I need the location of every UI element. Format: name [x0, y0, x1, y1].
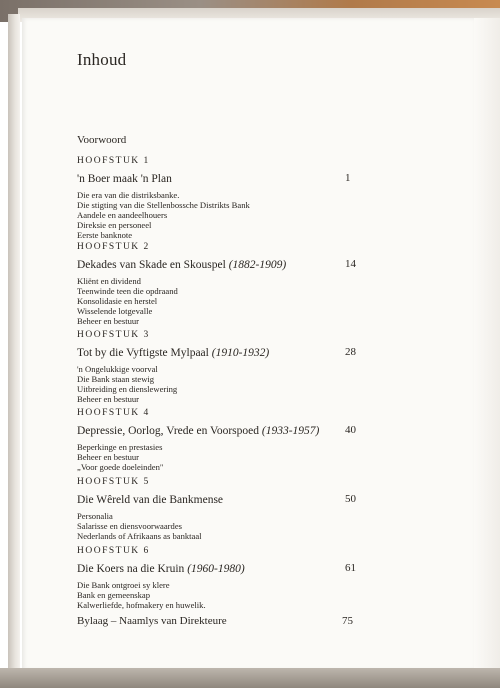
chapter-title: Depressie, Oorlog, Vrede en Voorspoed — [77, 425, 259, 437]
section-item: „Voor goede doeleinden" — [77, 462, 164, 472]
section-item: Die stigting van die Stellenbossche Distrikts Bank — [77, 200, 250, 210]
chapter-title-line — [77, 172, 352, 186]
section-item: Direksie en personeel — [77, 220, 152, 230]
chapter-block — [77, 242, 356, 326]
chapter-years: (1960-1980) — [187, 563, 245, 575]
section-list — [77, 190, 352, 240]
scan-bottom-edge — [0, 668, 500, 688]
chapter-years: (1882-1909) — [228, 259, 287, 271]
chapter-title-line — [77, 346, 352, 360]
chapter-label: HOOFSTUK 6 — [77, 546, 150, 556]
chapter-block — [77, 156, 352, 240]
chapter-block — [77, 330, 356, 404]
book-spine-edge — [8, 14, 20, 670]
chapter-title: Die Koers na die Kruin — [77, 563, 185, 575]
section-list — [77, 442, 352, 472]
chapter-page-number: 40 — [345, 424, 356, 436]
section-item: Aandele en aandeelhouers — [77, 210, 168, 220]
section-item: Kalwerliefde, hofmakery en huwelik. — [77, 600, 206, 610]
section-item: Beheer en bestuur — [77, 452, 140, 462]
chapter-title-line — [77, 493, 352, 507]
section-item: Kliënt en dividend — [77, 276, 141, 286]
section-item: Die era van die distriksbanke. — [77, 190, 180, 200]
section-list — [77, 364, 352, 404]
chapter-title-line — [77, 258, 352, 272]
section-list — [77, 580, 352, 610]
chapter-label: HOOFSTUK 3 — [77, 330, 150, 340]
chapter-title-line — [77, 562, 352, 576]
section-item: Bank en gemeenskap — [77, 590, 151, 600]
section-item: Beperkinge en prestasies — [77, 442, 163, 452]
section-item: Salarisse en diensvoorwaardes — [77, 521, 183, 531]
chapter-years: (1933-1957) — [261, 425, 320, 437]
chapter-page-number: 50 — [345, 493, 356, 505]
section-item: Die Bank ontgroei sy klere — [77, 580, 170, 590]
chapter-years: (1910-1932) — [211, 347, 270, 359]
chapter-block — [77, 546, 356, 610]
chapter-page-number: 14 — [345, 258, 356, 270]
appendix-page: 75 — [342, 615, 353, 627]
chapter-title: Dekades van Skade en Skouspel — [77, 259, 226, 271]
chapter-label: HOOFSTUK 2 — [77, 242, 150, 252]
chapter-page-number: 61 — [345, 562, 356, 574]
chapter-title: Die Wêreld van die Bankmense — [77, 494, 224, 506]
page-title: Inhoud — [77, 50, 127, 69]
section-item: Beheer en bestuur — [77, 394, 140, 404]
chapter-block — [77, 408, 356, 472]
foreword-entry: Voorwoord — [77, 134, 127, 146]
section-item: Beheer en bestuur — [77, 316, 140, 326]
section-list — [77, 276, 352, 326]
appendix-title: Bylaag – Naamlys van Direkteure — [77, 615, 227, 627]
section-item: Uitbreiding en dienslewering — [77, 384, 178, 394]
section-item: Eerste banknote — [77, 230, 133, 240]
chapter-label: HOOFSTUK 5 — [77, 477, 150, 487]
chapter-title: Tot by die Vyftigste Mylpaal — [77, 347, 209, 359]
chapter-label: HOOFSTUK 4 — [77, 408, 150, 418]
chapter-label: HOOFSTUK 1 — [77, 156, 150, 166]
chapter-page-number: 28 — [345, 346, 356, 358]
section-item: Personalia — [77, 511, 113, 521]
section-item: Wisselende lotgevalle — [77, 306, 153, 316]
section-item: Teenwinde teen die opdraand — [77, 286, 178, 296]
page-right-edge — [474, 18, 500, 670]
section-item: 'n Ongelukkige voorval — [77, 364, 158, 374]
section-item: Die Bank staan stewig — [77, 374, 155, 384]
chapter-title: 'n Boer maak 'n Plan — [77, 173, 172, 185]
section-item: Nederlands of Afrikaans as banktaal — [77, 531, 202, 541]
chapter-block — [77, 477, 356, 541]
chapter-title-line — [77, 424, 352, 438]
section-item: Konsolidasie en herstel — [77, 296, 158, 306]
chapter-page-number: 1 — [345, 172, 351, 184]
section-list — [77, 511, 352, 541]
